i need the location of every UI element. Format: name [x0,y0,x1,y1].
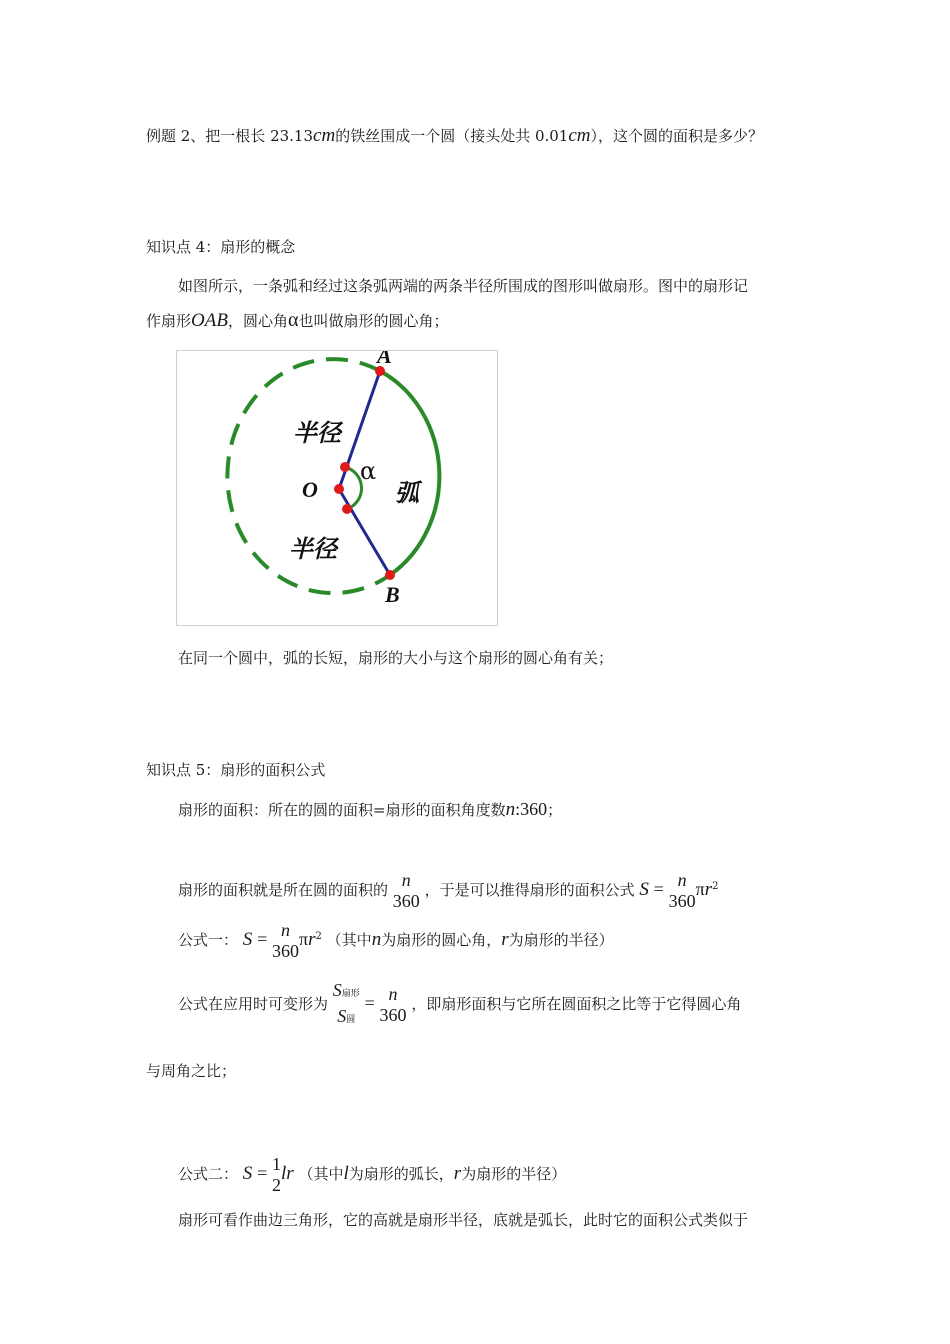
formula-variant-line: 公式在应用时可变形为 S扇形 S圆 = n 360 ，即扇形面积与它所在圆面积之比等于它得圆心角 [178,976,741,1031]
kp5-ratio-line: 扇形的面积：所在的圆的面积=扇形的面积角度数n:360； [178,799,563,820]
kp4-paragraph-2: 在同一个圆中，弧的长短，扇形的大小与这个扇形的圆心角有关； [178,649,614,667]
point-angle-bottom [342,504,352,514]
fraction-one-half: 1 2 [272,1154,282,1195]
fraction-n-over-360: n 360 [379,984,407,1025]
fraction-n-over-360: n 360 [392,870,420,911]
label-radius-bottom: 半径 [289,535,337,563]
radius-ob [339,489,390,575]
fraction-n-over-360: n 360 [668,870,696,911]
formula-one-line: 公式一： S = n 360 $\pi r^2$ （其中n为扇形的圆心角，r为扇形的半径） [178,920,614,961]
label-a: A [377,351,392,368]
fraction-area-ratio: S扇形 S圆 [332,980,360,1026]
example-2-line: 例题 2、把一根长 23.13cm的铁丝围成一个圆（接头处共 0.01cm），这个圆的面积是多少？ [146,125,764,146]
label-arc: 弧 [395,479,419,507]
label-o: O [302,477,318,502]
fraction-n-over-360: n 360 [272,920,300,961]
kp4-paragraph-line2: 作扇形OAB，圆心角α也叫做扇形的圆心角； [146,309,449,331]
point-o [334,484,344,494]
kp5-heading: 知识点 5：扇形的面积公式 [146,761,326,779]
label-radius-top: 半径 [293,419,341,447]
kp4-paragraph-line1: 如图所示，一条弧和经过这条弧两端的两条半径所围成的图形叫做扇形。图中的扇形记 [178,277,749,295]
kp4-heading: 知识点 4：扇形的概念 [146,238,296,256]
label-alpha: α [360,457,377,485]
arc-ab [380,371,439,575]
label-b: B [385,582,400,607]
sector-diagram [177,351,497,625]
kp5-area-line: 扇形的面积就是所在圆的面积的 n 360 ，于是可以推得扇形的面积公式 S = n 360 $\pi r^2$ [178,870,719,911]
formula-variant-line-2: 与周角之比； [146,1062,237,1080]
alpha-symbol: α [287,309,299,331]
sector-figure [176,350,498,626]
point-b [385,570,395,580]
sector-triangle-line: 扇形可看作曲边三角形，它的高就是扇形半径，底就是弧长，此时它的面积公式类似于 [178,1211,749,1229]
point-angle-top [340,462,350,472]
unit-cm: cm [568,125,591,146]
unit-cm: cm [313,125,336,146]
formula-two-line: 公式二： S = 1 2 lr （其中l为扇形的弧长，r为扇形的半径） [178,1154,567,1195]
sector-name: OAB [191,310,228,331]
